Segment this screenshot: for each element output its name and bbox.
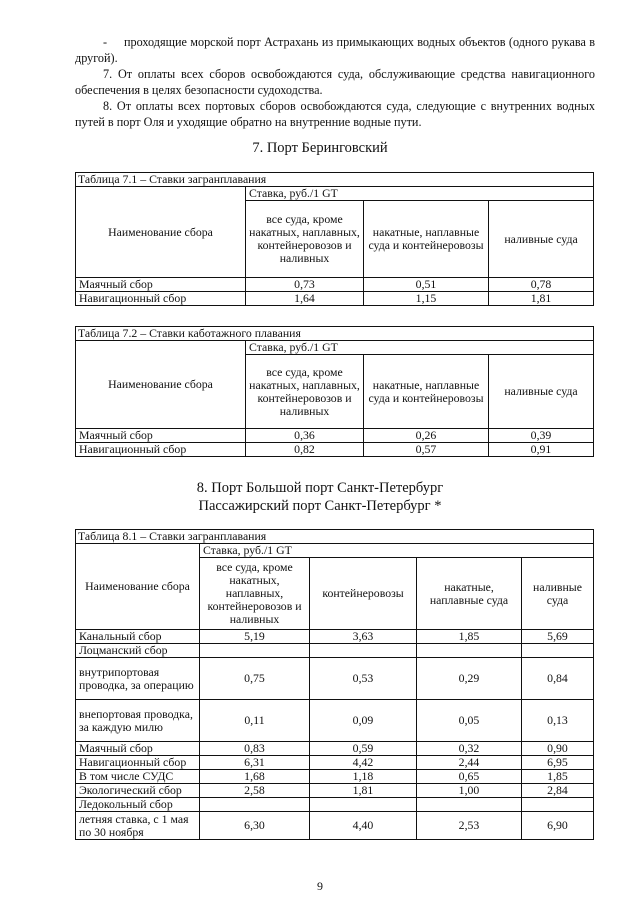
row-name: Навигационный сбор bbox=[76, 443, 246, 457]
cell bbox=[310, 644, 417, 658]
cell: 1,00 bbox=[417, 784, 522, 798]
row-name: Маячный сбор bbox=[76, 742, 200, 756]
rate-header: Ставка, руб./1 GT bbox=[246, 187, 594, 201]
cell: 2,58 bbox=[200, 784, 310, 798]
table-caption: Таблица 7.2 – Ставки каботажного плавания bbox=[76, 327, 594, 341]
table-row bbox=[76, 784, 594, 798]
col-header: контейнеровозы bbox=[310, 558, 417, 630]
col-header: все суда, кроме накатных, наплавных, контейнеровозов и наливных bbox=[246, 355, 364, 429]
col-header: наливные суда bbox=[522, 558, 594, 630]
cell: 6,95 bbox=[522, 756, 594, 770]
cell: 0,09 bbox=[310, 700, 417, 742]
rate-header: Ставка, руб./1 GT bbox=[246, 341, 594, 355]
cell: 1,68 bbox=[200, 770, 310, 784]
cell: 6,30 bbox=[200, 812, 310, 840]
name-header: Наименование сбора bbox=[76, 544, 200, 630]
row-name: Экологический сбор bbox=[76, 784, 200, 798]
table-row bbox=[76, 630, 594, 644]
bullet-marker: - bbox=[103, 35, 108, 49]
cell: 2,44 bbox=[417, 756, 522, 770]
bullet-paragraph bbox=[75, 34, 595, 66]
name-header: Наименование сбора bbox=[76, 187, 246, 278]
table-7-1 bbox=[75, 172, 594, 306]
table-row bbox=[76, 443, 594, 457]
table-row bbox=[76, 742, 594, 756]
cell: 0,84 bbox=[522, 658, 594, 700]
paragraph-8: 8. От оплаты всех портовых сборов освобождаются суда, следующие с внутренних водных путей в порт Оля и уходящие обратно на внутренние водные пути. bbox=[75, 99, 595, 129]
cell: 6,90 bbox=[522, 812, 594, 840]
cell: 0,29 bbox=[417, 658, 522, 700]
col-header: накатные, наплавные суда и контейнеровозы bbox=[364, 201, 489, 278]
cell: 2,84 bbox=[522, 784, 594, 798]
cell: 0,39 bbox=[489, 429, 594, 443]
cell bbox=[522, 798, 594, 812]
cell: 4,42 bbox=[310, 756, 417, 770]
table-row bbox=[76, 644, 594, 658]
cell: 0,91 bbox=[489, 443, 594, 457]
cell: 0,32 bbox=[417, 742, 522, 756]
cell: 1,15 bbox=[364, 292, 489, 306]
table-caption: Таблица 8.1 – Ставки загранплавания bbox=[76, 530, 594, 544]
cell: 5,19 bbox=[200, 630, 310, 644]
cell: 0,82 bbox=[246, 443, 364, 457]
section-8-title-line-1: 8. Порт Большой порт Санкт-Петербург bbox=[196, 480, 444, 496]
col-header: накатные, наплавные суда и контейнеровозы bbox=[364, 355, 489, 429]
table-row bbox=[76, 812, 594, 840]
cell bbox=[417, 644, 522, 658]
row-name: В том числе СУДС bbox=[76, 770, 200, 784]
cell: 1,81 bbox=[310, 784, 417, 798]
table-row bbox=[76, 770, 594, 784]
row-name: Навигационный сбор bbox=[76, 756, 200, 770]
cell: 0,83 bbox=[200, 742, 310, 756]
cell: 4,40 bbox=[310, 812, 417, 840]
table-row bbox=[76, 658, 594, 700]
cell: 0,53 bbox=[310, 658, 417, 700]
cell: 1,81 bbox=[489, 292, 594, 306]
row-name: Навигационный сбор bbox=[76, 292, 246, 306]
table-row bbox=[76, 292, 594, 306]
cell: 0,73 bbox=[246, 278, 364, 292]
cell bbox=[417, 798, 522, 812]
cell: 0,13 bbox=[522, 700, 594, 742]
cell: 5,69 bbox=[522, 630, 594, 644]
cell: 0,51 bbox=[364, 278, 489, 292]
cell: 3,63 bbox=[310, 630, 417, 644]
cell: 0,75 bbox=[200, 658, 310, 700]
cell: 0,57 bbox=[364, 443, 489, 457]
paragraph-7: 7. От оплаты всех сборов освобождаются суда, обслуживающие средства навигационного обеспечения в целях безопасности судоходства. bbox=[75, 67, 595, 97]
cell: 0,26 bbox=[364, 429, 489, 443]
col-header: все суда, кроме накатных, наплавных, контейнеровозов и наливных bbox=[200, 558, 310, 630]
cell: 2,53 bbox=[417, 812, 522, 840]
row-name: внепортовая проводка, за каждую милю bbox=[76, 700, 200, 742]
bullet-text: проходящие морской порт Астрахань из примыкающих водных объектов (одного рукава в другой). bbox=[75, 35, 595, 65]
cell bbox=[522, 644, 594, 658]
row-name: Маячный сбор bbox=[76, 278, 246, 292]
cell: 0,90 bbox=[522, 742, 594, 756]
cell: 0,59 bbox=[310, 742, 417, 756]
cell: 6,31 bbox=[200, 756, 310, 770]
row-name: внутрипортовая проводка, за операцию bbox=[76, 658, 200, 700]
section-8-title-line-2: Пассажирский порт Санкт-Петербург * bbox=[198, 498, 442, 514]
cell: 0,78 bbox=[489, 278, 594, 292]
cell bbox=[200, 798, 310, 812]
page-number: 9 bbox=[317, 879, 323, 893]
cell: 0,65 bbox=[417, 770, 522, 784]
col-header: накатные, наплавные суда bbox=[417, 558, 522, 630]
table-row bbox=[76, 700, 594, 742]
section-7-title: 7. Порт Беринговский bbox=[252, 140, 388, 156]
row-name: Канальный сбор bbox=[76, 630, 200, 644]
cell: 1,64 bbox=[246, 292, 364, 306]
row-name: Лоцманский сбор bbox=[76, 644, 200, 658]
table-7-2 bbox=[75, 326, 594, 457]
table-row bbox=[76, 756, 594, 770]
row-name: Ледокольный сбор bbox=[76, 798, 200, 812]
cell: 0,11 bbox=[200, 700, 310, 742]
row-name: Маячный сбор bbox=[76, 429, 246, 443]
table-caption: Таблица 7.1 – Ставки загранплавания bbox=[76, 173, 594, 187]
cell bbox=[200, 644, 310, 658]
col-header: наливные суда bbox=[489, 201, 594, 278]
col-header: наливные суда bbox=[489, 355, 594, 429]
cell: 1,18 bbox=[310, 770, 417, 784]
col-header: все суда, кроме накатных, наплавных, контейнеровозов и наливных bbox=[246, 201, 364, 278]
cell: 0,05 bbox=[417, 700, 522, 742]
intro-text bbox=[75, 34, 595, 130]
table-8-1 bbox=[75, 529, 594, 840]
rate-header: Ставка, руб./1 GT bbox=[200, 544, 594, 558]
table-row bbox=[76, 429, 594, 443]
row-name: летняя ставка, с 1 мая по 30 ноября bbox=[76, 812, 200, 840]
cell: 0,36 bbox=[246, 429, 364, 443]
cell bbox=[310, 798, 417, 812]
table-row bbox=[76, 798, 594, 812]
name-header: Наименование сбора bbox=[76, 341, 246, 429]
cell: 1,85 bbox=[417, 630, 522, 644]
cell: 1,85 bbox=[522, 770, 594, 784]
table-row bbox=[76, 278, 594, 292]
